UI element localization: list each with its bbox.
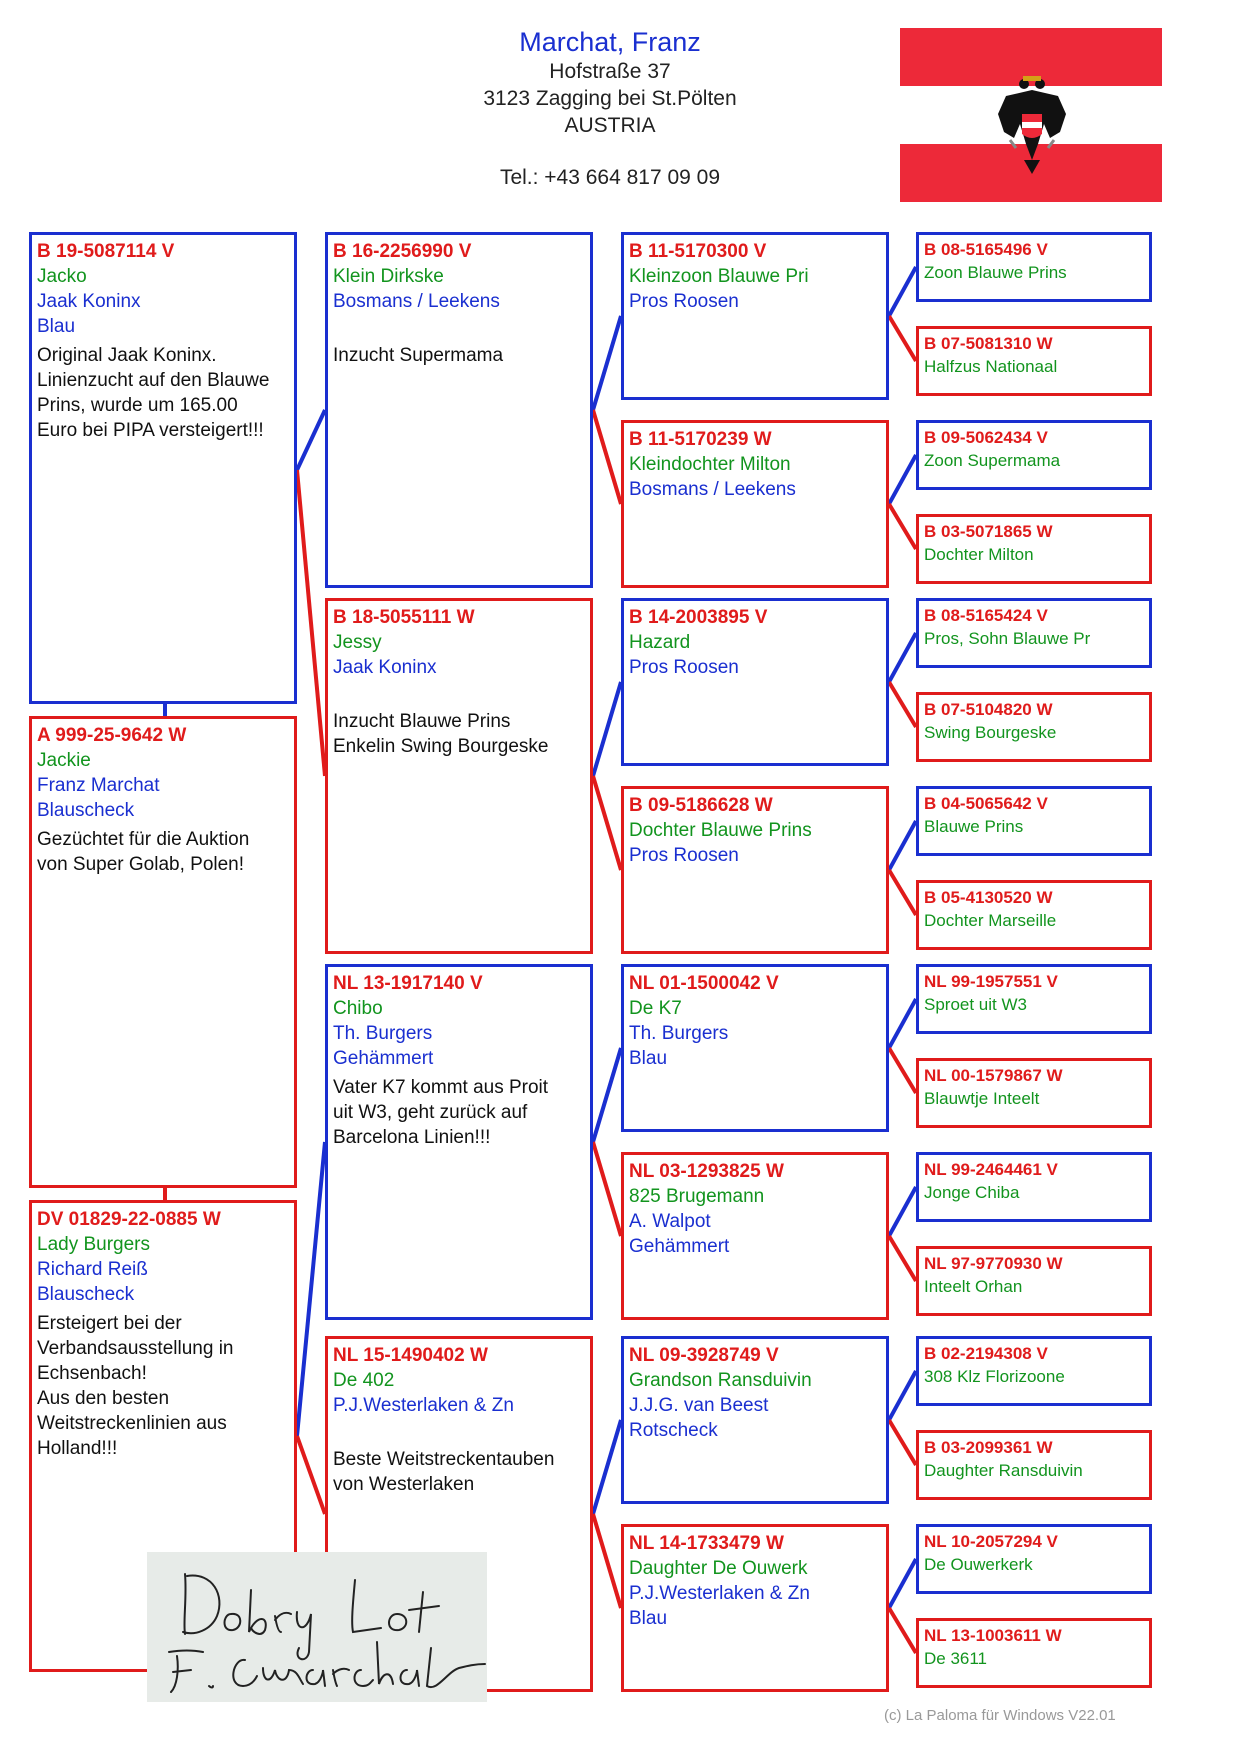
connector-line — [297, 1142, 325, 1436]
ring-number: B 03-5071865 W — [924, 522, 1053, 541]
ring-number: NL 99-2464461 V — [924, 1160, 1058, 1179]
ring-number: B 14-2003895 V — [629, 607, 768, 628]
pigeon-name: Sproet uit W3 — [924, 995, 1027, 1014]
parent-card[interactable] — [325, 598, 593, 954]
pigeon-name: Jacko — [37, 266, 87, 287]
connector-line — [889, 504, 916, 549]
connector-line — [593, 1048, 621, 1142]
pigeon-name: Dochter Blauwe Prins — [629, 820, 812, 841]
feather-color: Blau — [37, 316, 76, 337]
connector-line — [593, 682, 621, 776]
breeder-name: P.J.Westerlaken & Zn — [333, 1395, 514, 1416]
owner-phone: Tel.: +43 664 817 09 09 — [499, 166, 721, 189]
breeder-name: Pros Roosen — [629, 657, 739, 678]
pigeon-note: Inzucht Blauwe Prins Enkelin Swing Bourgeske — [333, 711, 549, 757]
ring-number: B 09-5186628 W — [629, 795, 773, 816]
breeder-name: Jaak Koninx — [37, 291, 141, 312]
connector-line — [889, 1559, 916, 1608]
connector-line — [593, 1420, 621, 1514]
connector-line — [889, 267, 916, 316]
pigeon-name: Daughter De Ouwerk — [629, 1558, 808, 1579]
great-grandparent-card[interactable] — [916, 1524, 1152, 1594]
pigeon-name: Pros, Sohn Blauwe Pr — [924, 629, 1091, 648]
sire-card[interactable] — [29, 716, 297, 1188]
pigeon-name: Zoon Supermama — [924, 451, 1061, 470]
feather-color: Rotscheck — [629, 1420, 718, 1441]
owner-street: Hofstraße 37 — [549, 60, 671, 83]
pigeon-name: Blauwtje Inteelt — [924, 1089, 1040, 1108]
owner-city: 3123 Zagging bei St.Pölten — [483, 87, 737, 110]
ring-number: B 19-5087114 V — [37, 241, 175, 262]
connector-line — [889, 316, 916, 361]
breeder-name: Th. Burgers — [333, 1023, 433, 1044]
pigeon-name: Kleindochter Milton — [629, 454, 791, 475]
great-grandparent-card[interactable] — [916, 1246, 1152, 1316]
ring-number: B 02-2194308 V — [924, 1344, 1048, 1363]
ring-number: NL 03-1293825 W — [629, 1161, 784, 1182]
ring-number: NL 13-1003611 W — [924, 1626, 1062, 1645]
ring-number: B 07-5081310 W — [924, 334, 1053, 353]
connector-line — [889, 1048, 916, 1093]
connector-line — [297, 1436, 325, 1514]
owner-country: AUSTRIA — [564, 114, 656, 137]
pigeon-name: Blauwe Prins — [924, 817, 1024, 836]
grandparent-card[interactable] — [621, 598, 889, 766]
connector-line — [889, 633, 916, 682]
ring-number: B 11-5170300 V — [629, 241, 767, 262]
connector-line — [297, 410, 325, 470]
feather-color: Blau — [629, 1608, 668, 1629]
great-grandparent-card[interactable] — [916, 1430, 1152, 1500]
pigeon-name: Lady Burgers — [37, 1234, 151, 1255]
connector-line — [593, 410, 621, 504]
pigeon-name: Zoon Blauwe Prins — [924, 263, 1067, 282]
connector-line — [593, 1514, 621, 1608]
ring-number: NL 13-1917140 V — [333, 973, 483, 994]
pigeon-name: Jonge Chiba — [924, 1183, 1020, 1202]
great-grandparent-card[interactable] — [916, 1058, 1152, 1128]
pigeon-name: De 3611 — [924, 1649, 988, 1668]
great-grandparent-card[interactable] — [916, 692, 1152, 762]
great-grandparent-card[interactable] — [916, 420, 1152, 490]
grandparent-card[interactable] — [621, 232, 889, 400]
connector-line — [889, 1187, 916, 1236]
signature-image — [147, 1552, 487, 1702]
feather-color: Blauscheck — [37, 1284, 135, 1305]
feather-color: Blau — [629, 1048, 668, 1069]
pigeon-note: Beste Weitstreckentauben von Westerlaken — [333, 1449, 555, 1495]
breeder-name: Pros Roosen — [629, 291, 739, 312]
grandparent-card[interactable] — [621, 1524, 889, 1692]
ring-number: NL 10-2057294 V — [924, 1532, 1058, 1551]
breeder-name: Bosmans / Leekens — [333, 291, 500, 312]
pigeon-name: Inteelt Orhan — [924, 1277, 1023, 1296]
connector-line — [889, 999, 916, 1048]
ring-number: NL 15-1490402 W — [333, 1345, 488, 1366]
pigeon-name: Klein Dirkske — [333, 266, 444, 287]
feather-color: Gehämmert — [333, 1048, 434, 1069]
grandparent-card[interactable] — [621, 1152, 889, 1320]
breeder-name: Richard Reiß — [37, 1259, 148, 1280]
pigeon-note: Inzucht Supermama — [333, 345, 504, 366]
breeder-name: Bosmans / Leekens — [629, 479, 796, 500]
breeder-name: P.J.Westerlaken & Zn — [629, 1583, 810, 1604]
feather-color: Gehämmert — [629, 1236, 730, 1257]
connector-line — [889, 1371, 916, 1420]
pigeon-note: Gezüchtet für die Auktion von Super Golab, Polen! — [37, 829, 250, 875]
ring-number: B 05-4130520 W — [924, 888, 1053, 907]
parent-card[interactable] — [325, 232, 593, 588]
pigeon-note: Vater K7 kommt aus Proit uit W3, geht zurück auf Barcelona Linien!!! — [333, 1077, 549, 1148]
pigeon-name: Kleinzoon Blauwe Pri — [629, 266, 809, 287]
ring-number: A 999-25-9642 W — [37, 725, 187, 746]
pigeon-name: Hazard — [629, 632, 691, 653]
breeder-name: Pros Roosen — [629, 845, 739, 866]
great-grandparent-card[interactable] — [916, 514, 1152, 584]
great-grandparent-card[interactable] — [916, 964, 1152, 1034]
connector-line — [889, 1420, 916, 1465]
owner-address-block — [445, 26, 775, 191]
ring-number: B 11-5170239 W — [629, 429, 772, 450]
pigeon-name: Dochter Milton — [924, 545, 1034, 564]
connector-line — [889, 1608, 916, 1653]
connector-line — [889, 821, 916, 870]
great-grandparent-card[interactable] — [916, 1336, 1152, 1406]
ring-number: B 16-2256990 V — [333, 241, 472, 262]
great-grandparent-card[interactable] — [916, 1152, 1152, 1222]
grandparent-card[interactable] — [621, 1336, 889, 1504]
pigeon-name: De Ouwerkerk — [924, 1555, 1033, 1574]
eagle-icon — [996, 74, 1068, 178]
pigeon-name: Jackie — [37, 750, 91, 771]
breeder-name: Jaak Koninx — [333, 657, 437, 678]
ring-number: NL 00-1579867 W — [924, 1066, 1063, 1085]
pigeon-name: 825 Brugemann — [629, 1186, 765, 1207]
ring-number: B 08-5165424 V — [924, 606, 1048, 625]
ring-number: DV 01829-22-0885 W — [37, 1209, 221, 1230]
pigeon-name: Dochter Marseille — [924, 911, 1057, 930]
pigeon-name: Halfzus Nationaal — [924, 357, 1058, 376]
ring-number: NL 99-1957551 V — [924, 972, 1058, 991]
great-grandparent-card[interactable] — [916, 598, 1152, 668]
great-grandparent-card[interactable] — [916, 880, 1152, 950]
connector-line — [593, 776, 621, 870]
connector-line — [593, 1142, 621, 1236]
grandparent-card[interactable] — [621, 786, 889, 954]
pigeon-note: Original Jaak Koninx. Linienzucht auf den Blauwe Prins, wurde um 165.00 Euro bei PIPA versteigert!!! — [37, 345, 270, 441]
breeder-name: J.J.G. van Beest — [629, 1395, 769, 1416]
ring-number: NL 01-1500042 V — [629, 973, 779, 994]
ring-number: B 09-5062434 V — [924, 428, 1048, 447]
pigeon-name: Swing Bourgeske — [924, 723, 1057, 742]
austria-flag-icon — [900, 28, 1162, 202]
connector-line — [297, 470, 325, 776]
pigeon-name: Jessy — [333, 632, 382, 653]
pigeon-name: De 402 — [333, 1370, 395, 1391]
parent-card[interactable] — [325, 964, 593, 1320]
subject-card[interactable] — [29, 232, 297, 704]
ring-number: B 18-5055111 W — [333, 607, 475, 628]
breeder-name: Th. Burgers — [629, 1023, 729, 1044]
breeder-name: A. Walpot — [629, 1211, 711, 1232]
grandparent-card[interactable] — [621, 964, 889, 1132]
ring-number: NL 09-3928749 V — [629, 1345, 779, 1366]
connector-line — [593, 316, 621, 410]
ring-number: B 04-5065642 V — [924, 794, 1048, 813]
ring-number: NL 97-9770930 W — [924, 1254, 1063, 1273]
pigeon-name: Grandson Ransduivin — [629, 1370, 812, 1391]
copyright-notice: (c) La Paloma für Windows V22.01 — [884, 1707, 1116, 1724]
breeder-name: Franz Marchat — [37, 775, 160, 796]
pigeon-name: Daughter Ransduivin — [924, 1461, 1083, 1480]
ring-number: B 08-5165496 V — [924, 240, 1048, 259]
great-grandparent-card[interactable] — [916, 232, 1152, 302]
connector-line — [889, 682, 916, 727]
ring-number: NL 14-1733479 W — [629, 1533, 784, 1554]
ring-number: B 07-5104820 W — [924, 700, 1053, 719]
connector-line — [889, 870, 916, 915]
pigeon-name: 308 Klz Florizoone — [924, 1367, 1065, 1386]
feather-color: Blauscheck — [37, 800, 135, 821]
ring-number: B 03-2099361 W — [924, 1438, 1053, 1457]
great-grandparent-card[interactable] — [916, 326, 1152, 396]
pigeon-name: Chibo — [333, 998, 383, 1019]
grandparent-card[interactable] — [621, 420, 889, 588]
owner-name: Marchat, Franz — [519, 27, 701, 57]
great-grandparent-card[interactable] — [916, 786, 1152, 856]
connector-line — [889, 455, 916, 504]
great-grandparent-card[interactable] — [916, 1618, 1152, 1688]
pigeon-note: Ersteigert bei der Verbandsausstellung in Echsenbach! Aus den besten Weitstreckenlinien aus Holland!!! — [37, 1313, 234, 1459]
connector-line — [889, 1236, 916, 1281]
pigeon-name: De K7 — [629, 998, 682, 1019]
